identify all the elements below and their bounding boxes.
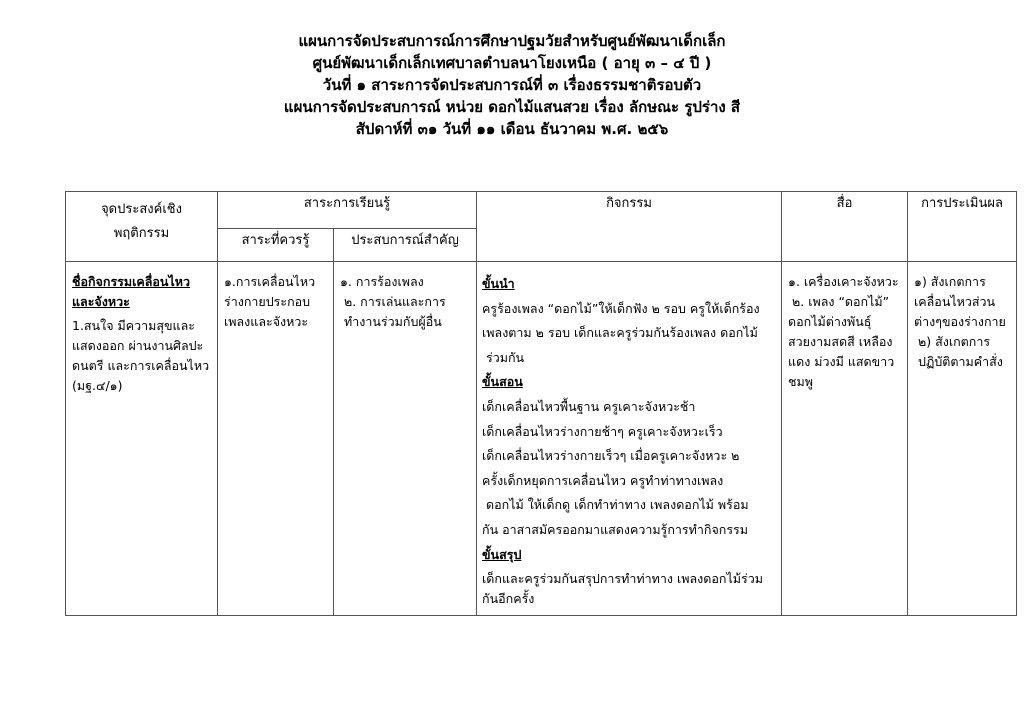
table-row xyxy=(66,262,1017,616)
key-experience-item: ๑. การร้องเพลง xyxy=(340,274,424,289)
header-should-know: สาระที่ควรรู้ xyxy=(218,229,334,262)
media-item: ดอกไม้ต่างพันธุ์ สวยงามสดสี เหลือง แดง ม่วงมี แสดขาว ชมพู xyxy=(788,314,895,389)
activity-line: ร่วมกัน xyxy=(486,349,525,365)
activity-line: เด็กเคลื่อนไหวพื้นฐาน ครูเคาะจังหวะช้า xyxy=(482,398,696,414)
media-item: ๑. เครื่องเคาะจังหวะ xyxy=(788,274,899,289)
media-item: ๒. เพลง “ดอกไม้” xyxy=(792,294,890,309)
should-know-cell xyxy=(218,262,334,616)
activity-line: ดอกไม้ ให้เด็กดู เด็กทำท่าทาง เพลงดอกไม้ พร้อม xyxy=(486,497,749,513)
header-activities: กิจกรรม xyxy=(477,192,782,262)
activity-line: เด็กเคลื่อนไหวร่างกายช้าๆ ครูเคาะจังหวะเร็ว xyxy=(482,423,723,439)
header-media: สื่อ xyxy=(782,192,908,262)
activity-line: ครูร้องเพลง “ดอกไม้”ให้เด็กฟัง ๒ รอบ ครูให้เด็กร้อง xyxy=(482,300,760,316)
evaluation-item: ๒) สังเกตการปฏิบัติตามคำสั่ง xyxy=(918,334,1003,369)
intro-step-title: ขั้นนำ xyxy=(482,276,515,291)
summary-step-title: ขั้นสรุป xyxy=(482,546,522,562)
activity-line: กัน อาสาสมัครออกมาแสดงความรู้การทำกิจกรรม xyxy=(482,521,749,537)
activity-line: เพลงตาม ๒ รอบ เด็กและครูร่วมกันร้องเพลง ดอกไม้ xyxy=(482,325,758,341)
header-week-date: สัปดาห์ที่ ๓๑ วันที่ ๑๑ เดือน ธันวาคม พ.ศ. ๒๕๖ xyxy=(355,120,669,138)
header-center-name: ศูนย์พัฒนาเด็กเล็กเทศบาลตำบลนาโยงเหนือ ( อายุ ๓ – ๔ ปี ) xyxy=(312,54,712,72)
header-day-topic: วันที่ ๑ สาระการจัดประสบการณ์ที่ ๓ เรื่องธรรมชาติรอบตัว xyxy=(322,76,702,94)
lesson-plan-table xyxy=(65,191,1017,616)
objective-text: 1.สนใจ มีความสุขและแสดงออก ผ่านงานศิลปะ ดนตรี และการเคลื่อนไหว (มฐ.๔/๑) xyxy=(72,318,210,393)
media-cell xyxy=(782,262,908,616)
header-title: แผนการจัดประสบการณ์การศึกษาปฐมวัยสำหรับศูนย์พัฒนาเด็กเล็ก xyxy=(298,32,726,50)
objectives-cell xyxy=(66,262,218,616)
teach-step-title: ขั้นสอน xyxy=(482,374,523,390)
header-learning-content: สาระการเรียนรู้ xyxy=(218,192,477,229)
header-key-experience: ประสบการณ์สำคัญ xyxy=(334,229,477,262)
key-experience-cell xyxy=(334,262,477,616)
document-header xyxy=(0,30,1024,140)
activities-cell xyxy=(477,262,782,616)
activity-name: ชื่อกิจกรรมเคลื่อนไหวและจังหวะ xyxy=(72,274,191,309)
evaluation-item: ๑) สังเกตการเคลื่อนไหวส่วนต่างๆของร่างกาย xyxy=(914,274,1006,329)
activity-line: เด็กเคลื่อนไหวร่างกายเร็วๆ เมื่อครูเคาะจังหวะ ๒ xyxy=(482,448,740,464)
activity-line: ครั้งเด็กหยุดการเคลื่อนไหว ครูทำท่าทางเพลง xyxy=(482,472,724,488)
evaluation-cell xyxy=(908,262,1017,616)
header-evaluation: การประเมินผล xyxy=(908,192,1017,262)
should-know-text: ๑.การเคลื่อนไหวร่างกายประกอบเพลงและจังหวะ xyxy=(224,274,316,329)
key-experience-item: ๒. การเล่นและการทำงานร่วมกับผู้อื่น xyxy=(344,294,446,329)
summary-text: เด็กและครูร่วมกันสรุปการทำท่าทาง เพลงดอกไม้ร่วมกันอีกครั้ง xyxy=(482,571,763,607)
header-unit: แผนการจัดประสบการณ์ หน่วย ดอกไม้แสนสวย เรื่อง ลักษณะ รูปร่าง สี xyxy=(283,98,741,116)
header-objectives: จุดประสงค์เชิงพฤติกรรม xyxy=(66,192,218,262)
